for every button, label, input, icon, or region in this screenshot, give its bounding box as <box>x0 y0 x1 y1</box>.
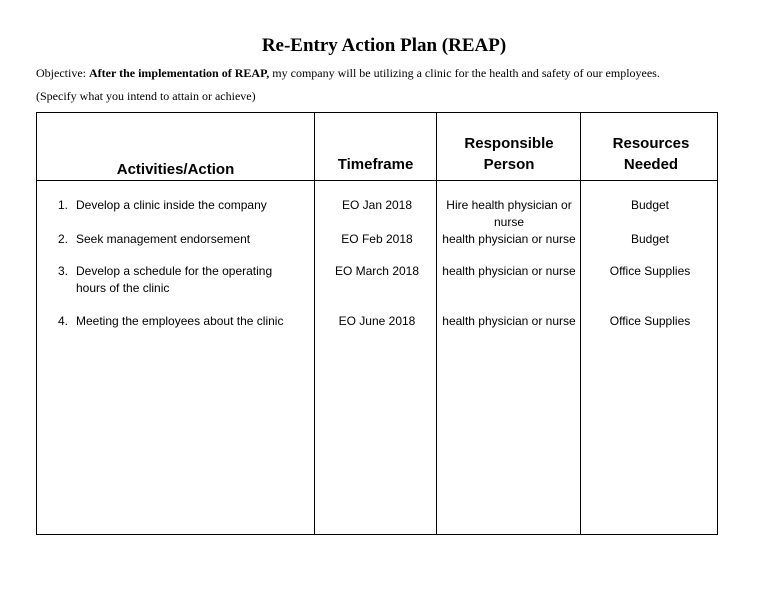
column-divider <box>580 113 581 534</box>
timeframe-cell: EO March 2018 <box>334 264 420 278</box>
activity-cell: Develop a clinic inside the company <box>76 198 267 212</box>
row-number: 4. <box>58 314 69 328</box>
header-responsible: Responsible Person <box>464 135 554 173</box>
row-number: 1. <box>58 198 69 212</box>
header-divider <box>37 180 717 181</box>
table-row <box>58 197 298 214</box>
objective-label: Objective: <box>36 66 89 80</box>
objective-text: my company will be utilizing a clinic for the health and safety of our employees. <box>269 66 660 80</box>
resources-cell: Budget <box>630 232 670 246</box>
timeframe-cell: EO June 2018 <box>338 314 416 328</box>
resources-cell: Budget <box>630 198 670 212</box>
row-number: 3. <box>58 264 69 278</box>
responsible-cell: Hire health physician or nurse <box>446 198 572 229</box>
table-row <box>58 313 298 330</box>
timeframe-cell: EO Jan 2018 <box>341 198 413 212</box>
objective-emphasis: After the implementation of REAP, <box>88 66 270 80</box>
row-number: 2. <box>58 232 69 246</box>
action-plan-table <box>36 112 718 535</box>
activity-cell: Meeting the employees about the clinic <box>76 314 284 328</box>
resources-cell: Office Supplies <box>609 264 691 278</box>
document-title: Re-Entry Action Plan (REAP) <box>261 35 507 56</box>
table-row <box>58 231 298 248</box>
table-row <box>58 263 298 297</box>
column-divider <box>314 113 315 534</box>
responsible-cell: health physician or nurse <box>442 264 576 278</box>
responsible-cell: health physician or nurse <box>442 232 576 246</box>
responsible-cell: health physician or nurse <box>442 314 576 328</box>
header-timeframe: Timeframe <box>337 156 414 173</box>
objective-line <box>36 66 660 81</box>
specify-note: (Specify what you intend to attain or achieve) <box>36 89 256 103</box>
resources-cell: Office Supplies <box>609 314 691 328</box>
activity-cell: Develop a schedule for the operating hours of the clinic <box>76 264 273 295</box>
timeframe-cell: EO Feb 2018 <box>341 232 413 246</box>
header-resources: Resources Needed <box>612 135 690 173</box>
header-activities: Activities/Action <box>116 161 235 178</box>
activity-cell: Seek management endorsement <box>76 232 251 246</box>
